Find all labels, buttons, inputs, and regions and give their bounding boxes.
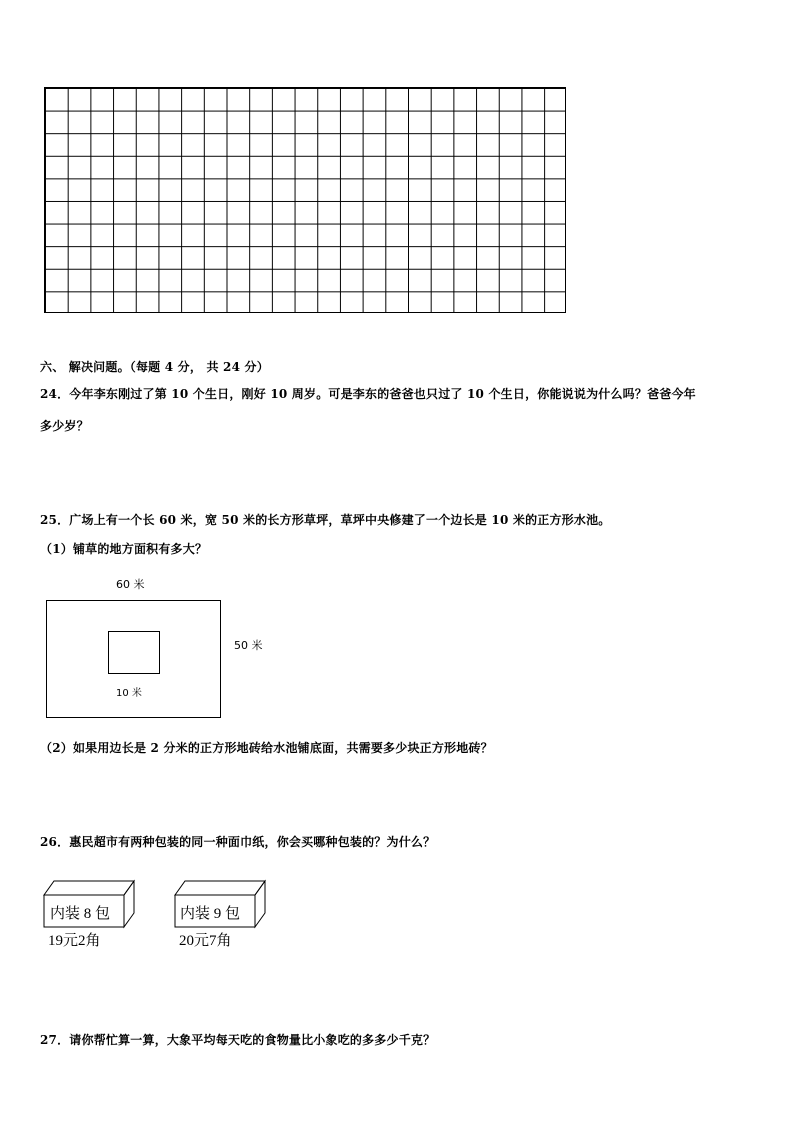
pool-square xyxy=(108,631,160,674)
question-25-sub2: （2）如果用边长是 2 分米的正方形地砖给水池铺底面，共需要多少块正方形地砖？ xyxy=(40,741,493,755)
lawn-length-label: 60 米 xyxy=(116,578,145,591)
lawn-width-label: 50 米 xyxy=(234,639,263,652)
package-1-label: 内装 8 包 xyxy=(50,906,111,922)
package-1-price: 19元2角 xyxy=(48,933,101,949)
question-24-line2: 多少岁？ xyxy=(40,419,89,433)
package-2-price: 20元7角 xyxy=(179,933,232,949)
question-25-sub1: （1）铺草的地方面积有多大？ xyxy=(40,542,208,556)
package-2-label: 内装 9 包 xyxy=(180,906,241,922)
question-26-text: 26．惠民超市有两种包装的同一种面巾纸，你会买哪种包装的？为什么？ xyxy=(40,835,436,849)
answer-grid xyxy=(44,87,566,313)
question-24-line1: 24．今年李东刚过了第 10 个生日，刚好 10 周岁。可是李东的爸爸也只过了 10 个生日，你能说说为什么吗？爸爸今年 xyxy=(40,387,696,401)
section-heading: 六、 解决问题。（每题 4 分， 共 24 分） xyxy=(40,360,269,374)
question-25-text: 25．广场上有一个长 60 米，宽 50 米的长方形草坪，草坪中央修建了一个边长是 10 米的正方形水池。 xyxy=(40,513,611,527)
pool-side-label: 10 米 xyxy=(116,688,142,699)
question-27-text: 27．请你帮忙算一算，大象平均每天吃的食物量比小象吃的多多少千克？ xyxy=(40,1033,436,1047)
